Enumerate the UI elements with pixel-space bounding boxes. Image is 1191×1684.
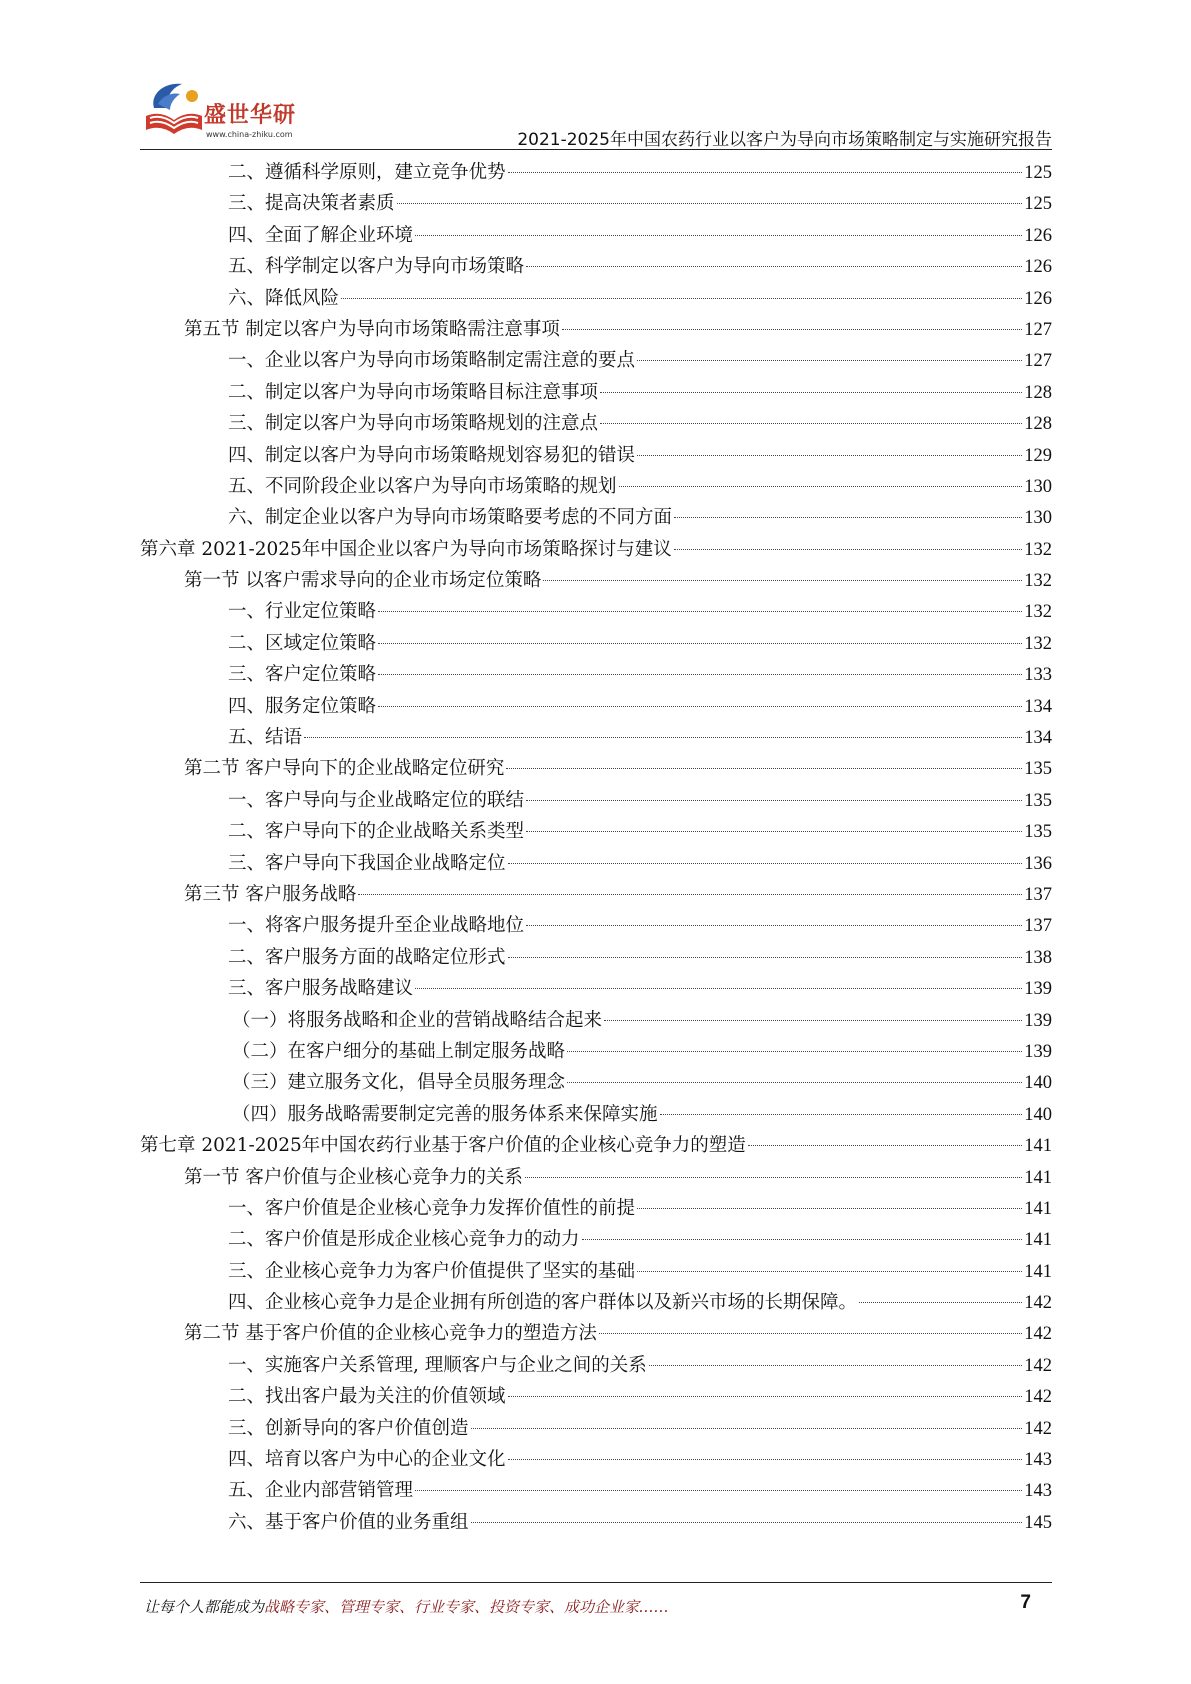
toc-entry-page: 142 xyxy=(1024,1387,1052,1408)
toc-entry-page: 125 xyxy=(1024,163,1052,183)
toc-entry[interactable] xyxy=(140,723,1052,754)
toc-dot-leader xyxy=(674,549,1022,550)
toc-entry[interactable] xyxy=(140,409,1052,440)
toc-entry-title: 一、实施客户关系管理, 理顺客户与企业之间的关系 xyxy=(228,1354,647,1376)
toc-dot-leader xyxy=(562,329,1022,330)
book-logo-icon xyxy=(140,78,210,142)
toc-entry-page: 140 xyxy=(1024,1073,1052,1094)
toc-dot-leader xyxy=(304,737,1022,738)
toc-entry-page: 138 xyxy=(1024,947,1052,968)
toc-entry[interactable] xyxy=(140,1194,1052,1225)
toc-entry-title: 四、服务定位策略 xyxy=(228,695,377,717)
toc-entry[interactable] xyxy=(140,315,1052,346)
toc-entry[interactable] xyxy=(140,535,1052,566)
toc-entry-page: 142 xyxy=(1024,1418,1052,1439)
toc-dot-leader xyxy=(567,1051,1022,1052)
toc-entry-page: 143 xyxy=(1024,1450,1052,1471)
toc-entry-page: 128 xyxy=(1024,382,1052,403)
toc-entry-title: 第二节 基于客户价值的企业核心竞争力的塑造方法 xyxy=(184,1323,597,1345)
toc-entry-title: 第六章 2021-2025年中国企业以客户为导向市场策略探讨与建议 xyxy=(140,538,672,560)
toc-dot-leader xyxy=(660,1114,1023,1115)
toc-dot-leader xyxy=(526,831,1022,832)
toc-dot-leader xyxy=(415,235,1022,236)
logo-text: 盛世华研 xyxy=(204,103,297,128)
toc-entry[interactable] xyxy=(140,1319,1052,1350)
toc-entry[interactable] xyxy=(140,1351,1052,1382)
toc-dot-leader xyxy=(526,925,1022,926)
toc-entry-page: 142 xyxy=(1024,1293,1052,1314)
toc-dot-leader xyxy=(378,674,1022,675)
toc-dot-leader xyxy=(582,1239,1023,1240)
toc-entry[interactable] xyxy=(140,1100,1052,1131)
toc-entry-page: 132 xyxy=(1024,539,1052,560)
toc-entry[interactable] xyxy=(140,597,1052,628)
toc-entry-title: 四、制定以客户为导向市场策略规划容易犯的错误 xyxy=(228,444,636,466)
toc-entry-page: 141 xyxy=(1024,1261,1052,1282)
toc-entry-title: 五、科学制定以客户为导向市场策略 xyxy=(228,256,525,278)
report-title: 2021-2025年中国农药行业以客户为导向市场策略制定与实施研究报告 xyxy=(517,130,1052,150)
toc-entry-title: （四）服务战略需要制定完善的服务体系来保障实施 xyxy=(232,1103,658,1125)
toc-entry[interactable] xyxy=(140,1225,1052,1256)
toc-dot-leader xyxy=(526,266,1022,267)
table-of-contents xyxy=(140,158,1052,1539)
toc-dot-leader xyxy=(415,1490,1022,1491)
toc-entry-title: 二、遵循科学原则，建立竞争优势 xyxy=(228,162,506,183)
toc-entry-page: 136 xyxy=(1024,853,1052,874)
toc-dot-leader xyxy=(637,360,1022,361)
toc-dot-leader xyxy=(604,1020,1022,1021)
toc-entry-title: 三、提高决策者素质 xyxy=(228,193,395,215)
toc-entry-page: 127 xyxy=(1024,351,1052,372)
toc-entry[interactable] xyxy=(140,974,1052,1005)
toc-entry-title: 二、找出客户最为关注的价值领域 xyxy=(228,1386,506,1408)
toc-entry[interactable] xyxy=(140,1476,1052,1507)
toc-entry-title: 六、基于客户价值的业务重组 xyxy=(228,1511,469,1533)
toc-entry-page: 128 xyxy=(1024,414,1052,435)
toc-entry-title: 第七章 2021-2025年中国农药行业基于客户价值的企业核心竞争力的塑造 xyxy=(140,1135,746,1157)
toc-entry[interactable] xyxy=(140,284,1052,315)
toc-entry-title: 二、客户价值是形成企业核心竞争力的动力 xyxy=(228,1229,580,1251)
toc-dot-leader xyxy=(506,768,1022,769)
toc-entry-title: 二、区域定位策略 xyxy=(228,632,377,654)
toc-entry-page: 126 xyxy=(1024,257,1052,278)
toc-entry-page: 139 xyxy=(1024,1041,1052,1062)
toc-entry-title: 二、客户服务方面的战略定位形式 xyxy=(228,946,506,968)
toc-entry-page: 135 xyxy=(1024,822,1052,843)
toc-dot-leader xyxy=(859,1302,1022,1303)
toc-entry[interactable] xyxy=(140,1257,1052,1288)
toc-entry-title: 四、企业核心竞争力是企业拥有所创造的客户群体以及新兴市场的长期保障。 xyxy=(228,1292,858,1314)
toc-entry[interactable] xyxy=(140,786,1052,817)
toc-entry[interactable] xyxy=(140,817,1052,848)
toc-entry-page: 141 xyxy=(1024,1167,1052,1188)
toc-entry-title: 六、降低风险 xyxy=(228,287,340,309)
toc-entry-page: 134 xyxy=(1024,728,1052,749)
toc-entry-title: 二、客户导向下的企业战略关系类型 xyxy=(228,821,525,843)
toc-entry-page: 127 xyxy=(1024,319,1052,340)
toc-entry[interactable] xyxy=(140,1006,1052,1037)
toc-entry-page: 134 xyxy=(1024,696,1052,717)
toc-entry[interactable] xyxy=(140,189,1052,220)
toc-entry[interactable] xyxy=(140,158,1052,189)
toc-entry-page: 130 xyxy=(1024,476,1052,497)
toc-dot-leader xyxy=(619,486,1023,487)
toc-entry-page: 129 xyxy=(1024,445,1052,466)
toc-dot-leader xyxy=(341,298,1022,299)
toc-dot-leader xyxy=(508,1459,1023,1460)
toc-entry-title: 四、全面了解企业环境 xyxy=(228,224,414,246)
toc-entry-title: （三）建立服务文化，倡导全员服务理念 xyxy=(232,1072,566,1094)
toc-entry[interactable] xyxy=(140,880,1052,911)
toc-entry-title: 一、企业以客户为导向市场策略制定需注意的要点 xyxy=(228,350,636,372)
toc-entry[interactable] xyxy=(140,441,1052,472)
toc-entry-page: 139 xyxy=(1024,979,1052,1000)
toc-entry-page: 142 xyxy=(1024,1324,1052,1345)
toc-entry[interactable] xyxy=(140,472,1052,503)
toc-dot-leader xyxy=(637,1271,1022,1272)
toc-entry-title: 第二节 客户导向下的企业战略定位研究 xyxy=(184,758,505,780)
toc-entry-page: 130 xyxy=(1024,508,1052,529)
logo-url: www.china-zhiku.com xyxy=(206,130,293,139)
toc-entry[interactable] xyxy=(140,252,1052,283)
toc-dot-leader xyxy=(471,1522,1023,1523)
page-number: 7 xyxy=(1020,1592,1031,1613)
toc-dot-leader xyxy=(397,203,1023,204)
toc-dot-leader xyxy=(378,643,1022,644)
toc-entry[interactable] xyxy=(140,692,1052,723)
toc-entry[interactable] xyxy=(140,754,1052,785)
toc-entry[interactable] xyxy=(140,849,1052,880)
toc-entry[interactable] xyxy=(140,1382,1052,1413)
toc-entry-title: （二）在客户细分的基础上制定服务战略 xyxy=(232,1040,566,1062)
toc-entry-title: （一）将服务战略和企业的营销战略结合起来 xyxy=(232,1009,603,1031)
toc-entry-page: 137 xyxy=(1024,884,1052,905)
toc-entry-title: 一、行业定位策略 xyxy=(228,601,377,623)
toc-entry-page: 135 xyxy=(1024,790,1052,811)
toc-entry-title: 四、培育以客户为中心的企业文化 xyxy=(228,1449,506,1471)
toc-entry-page: 126 xyxy=(1024,288,1052,309)
toc-entry-page: 139 xyxy=(1024,1010,1052,1031)
toc-entry-page: 132 xyxy=(1024,571,1052,592)
toc-entry[interactable] xyxy=(140,1131,1052,1162)
toc-dot-leader xyxy=(649,1365,1022,1366)
toc-entry[interactable] xyxy=(140,378,1052,409)
toc-dot-leader xyxy=(378,611,1022,612)
toc-dot-leader xyxy=(508,957,1023,958)
toc-entry[interactable] xyxy=(140,346,1052,377)
toc-entry[interactable] xyxy=(140,1414,1052,1445)
toc-entry-page: 140 xyxy=(1024,1104,1052,1125)
toc-dot-leader xyxy=(637,1208,1022,1209)
toc-entry-page: 125 xyxy=(1024,194,1052,215)
toc-entry[interactable] xyxy=(140,1163,1052,1194)
toc-entry-page: 135 xyxy=(1024,759,1052,780)
toc-entry-page: 141 xyxy=(1024,1230,1052,1251)
toc-entry-page: 132 xyxy=(1024,602,1052,623)
toc-entry-page: 142 xyxy=(1024,1355,1052,1376)
toc-dot-leader xyxy=(508,1396,1023,1397)
toc-entry-title: 五、不同阶段企业以客户为导向市场策略的规划 xyxy=(228,475,617,497)
toc-dot-leader xyxy=(508,172,1023,173)
footer-divider xyxy=(140,1582,1052,1583)
toc-dot-leader xyxy=(526,800,1022,801)
toc-dot-leader xyxy=(600,392,1022,393)
toc-entry-page: 141 xyxy=(1024,1136,1052,1157)
toc-entry-title: 三、客户定位策略 xyxy=(228,664,377,686)
toc-entry-title: 第一节 以客户需求导向的企业市场定位策略 xyxy=(184,570,542,592)
footer-slogan-prefix: 让每个人都能成为 xyxy=(144,1598,265,1616)
toc-entry[interactable] xyxy=(140,911,1052,942)
toc-entry[interactable] xyxy=(140,1445,1052,1476)
toc-entry-title: 五、结语 xyxy=(228,727,303,749)
toc-dot-leader xyxy=(599,1333,1022,1334)
toc-entry-title: 五、企业内部营销管理 xyxy=(228,1480,414,1502)
toc-entry-page: 133 xyxy=(1024,665,1052,686)
toc-entry[interactable] xyxy=(140,629,1052,660)
toc-entry-title: 二、制定以客户为导向市场策略目标注意事项 xyxy=(228,381,599,403)
toc-dot-leader xyxy=(748,1145,1022,1146)
toc-entry-title: 一、客户价值是企业核心竞争力发挥价值性的前提 xyxy=(228,1197,636,1219)
toc-entry[interactable] xyxy=(140,1288,1052,1319)
toc-entry-title: 三、创新导向的客户价值创造 xyxy=(228,1417,469,1439)
toc-entry[interactable] xyxy=(140,1068,1052,1099)
toc-dot-leader xyxy=(637,455,1022,456)
toc-entry[interactable] xyxy=(140,660,1052,691)
toc-dot-leader xyxy=(567,1082,1022,1083)
toc-dot-leader xyxy=(508,863,1023,864)
page-header xyxy=(140,78,1052,150)
toc-dot-leader xyxy=(543,580,1022,581)
toc-entry-title: 三、客户服务战略建议 xyxy=(228,978,414,1000)
toc-entry[interactable] xyxy=(140,221,1052,252)
toc-dot-leader xyxy=(415,988,1022,989)
toc-entry-title: 六、制定企业以客户为导向市场策略要考虑的不同方面 xyxy=(228,507,673,529)
toc-entry-title: 三、制定以客户为导向市场策略规划的注意点 xyxy=(228,413,599,435)
toc-entry-title: 一、客户导向与企业战略定位的联结 xyxy=(228,789,525,811)
toc-entry-title: 第一节 客户价值与企业核心竞争力的关系 xyxy=(184,1166,523,1188)
toc-entry-title: 一、将客户服务提升至企业战略地位 xyxy=(228,915,525,937)
toc-entry-page: 126 xyxy=(1024,225,1052,246)
toc-entry[interactable] xyxy=(140,1037,1052,1068)
toc-entry[interactable] xyxy=(140,566,1052,597)
company-logo xyxy=(140,78,320,148)
footer-slogan-emphasis: 战略专家、管理专家、行业专家、投资专家、成功企业家…… xyxy=(264,1598,670,1616)
toc-dot-leader xyxy=(471,1428,1023,1429)
toc-entry-title: 第五节 制定以客户为导向市场策略需注意事项 xyxy=(184,318,560,340)
toc-dot-leader xyxy=(525,1177,1022,1178)
toc-dot-leader xyxy=(674,517,1022,518)
toc-entry-title: 三、企业核心竞争力为客户价值提供了坚实的基础 xyxy=(228,1260,636,1282)
toc-entry[interactable] xyxy=(140,1508,1052,1539)
toc-entry[interactable] xyxy=(140,503,1052,534)
toc-entry-title: 第三节 客户服务战略 xyxy=(184,883,357,905)
toc-entry-title: 三、客户导向下我国企业战略定位 xyxy=(228,852,506,874)
toc-entry-page: 137 xyxy=(1024,916,1052,937)
toc-dot-leader xyxy=(600,423,1022,424)
toc-entry-page: 132 xyxy=(1024,633,1052,654)
footer-slogan xyxy=(144,1596,669,1617)
toc-dot-leader xyxy=(358,894,1022,895)
toc-entry[interactable] xyxy=(140,943,1052,974)
toc-entry-page: 143 xyxy=(1024,1481,1052,1502)
toc-dot-leader xyxy=(378,706,1022,707)
header-divider xyxy=(140,149,1052,150)
toc-entry-page: 145 xyxy=(1024,1512,1052,1533)
toc-entry-page: 141 xyxy=(1024,1198,1052,1219)
